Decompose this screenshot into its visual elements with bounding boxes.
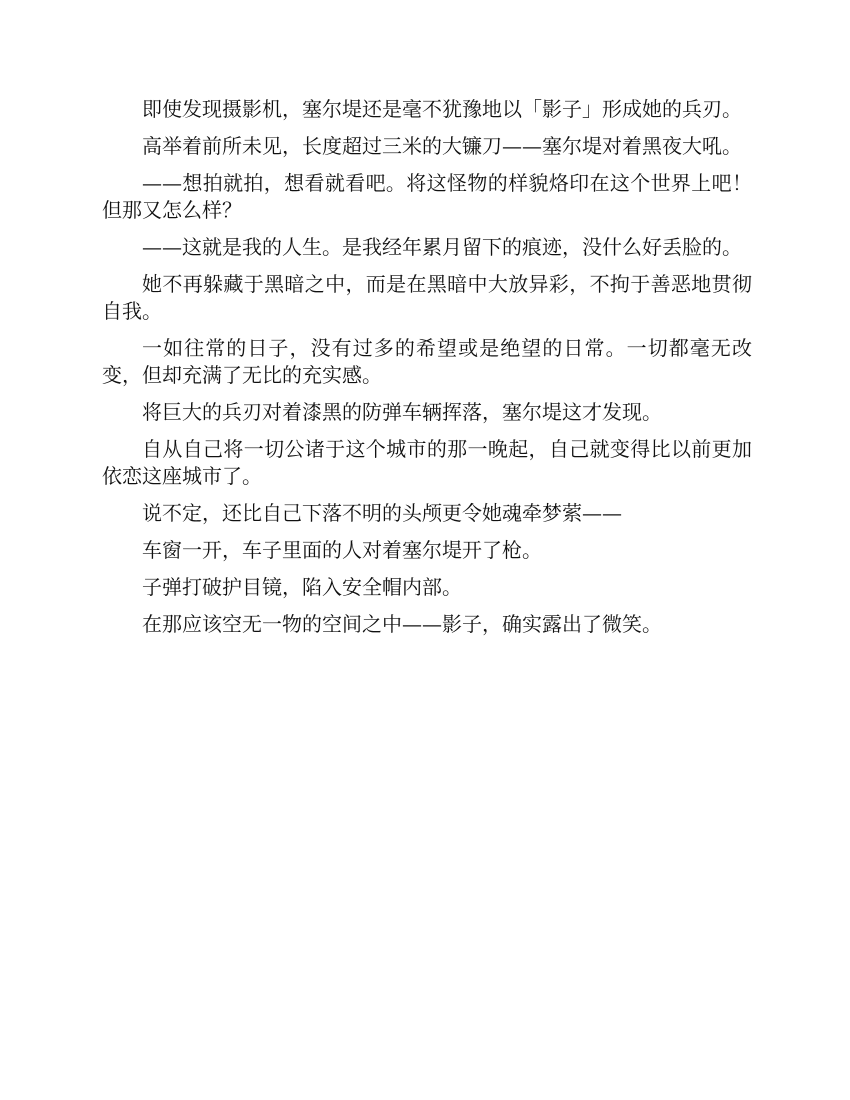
- paragraph: 在那应该空无一物的空间之中——影子，确实露出了微笑。: [142, 612, 662, 636]
- paragraph: 一如往常的日子，没有过多的希望或是绝望的日常。一切都毫无改变，但却充满了无比的充实感。: [102, 336, 752, 387]
- paragraph: ——想拍就拍，想看就看吧。将这怪物的样貌烙印在这个世界上吧！但那又怎么样？: [102, 171, 752, 222]
- paragraph: ——这就是我的人生。是我经年累月留下的痕迹，没什么好丢脸的。: [142, 235, 742, 259]
- paragraph: 即使发现摄影机，塞尔堤还是毫不犹豫地以「影子」形成她的兵刃。: [142, 97, 742, 121]
- paragraph: 自从自己将一切公诸于这个城市的那一晚起，自己就变得比以前更加依恋这座城市了。: [102, 437, 752, 488]
- paragraph: 将巨大的兵刃对着漆黑的防弹车辆挥落，塞尔堤这才发现。: [142, 400, 662, 424]
- paragraph: 她不再躲藏于黑暗之中，而是在黑暗中大放异彩，不拘于善恶地贯彻自我。: [102, 272, 752, 323]
- paragraph: 说不定，还比自己下落不明的头颅更令她魂牵梦萦——: [142, 501, 622, 525]
- paragraph: 子弹打破护目镜，陷入安全帽内部。: [142, 575, 462, 599]
- paragraph: 高举着前所未见，长度超过三米的大镰刀——塞尔堤对着黑夜大吼。: [142, 134, 742, 158]
- paragraph: 车窗一开，车子里面的人对着塞尔堤开了枪。: [142, 538, 542, 562]
- document-page: [102, 96, 752, 648]
